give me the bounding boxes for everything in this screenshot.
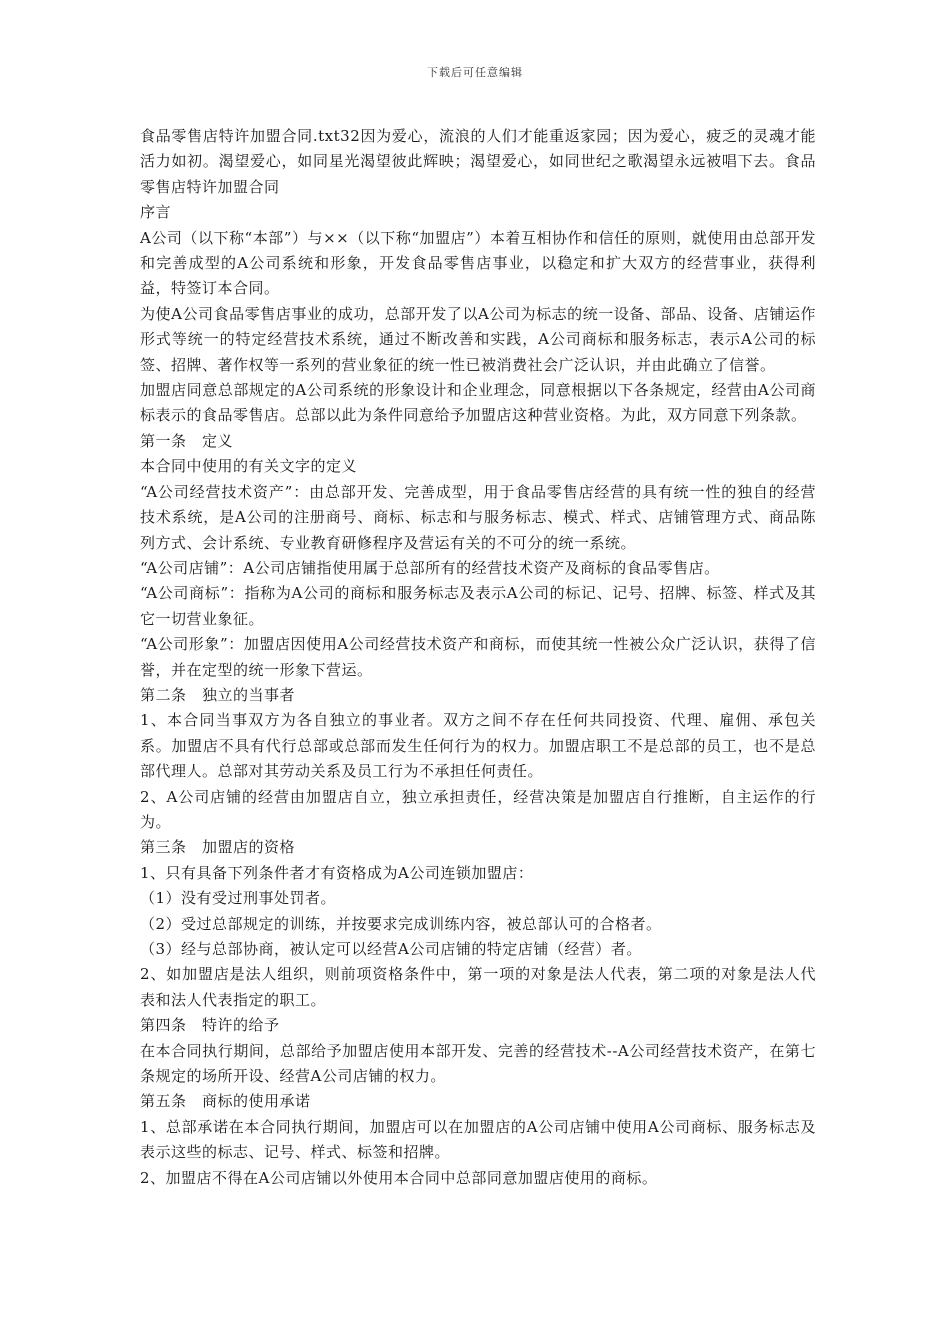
preface-paragraph-3: 加盟店同意总部规定的A公司系统的形象设计和企业理念，同意根据以下各条规定，经营由A公司商标表示的食品零售店。总部以此为条件同意给予加盟店这种营业资格。为此，双方同意下列条款。 — [140, 381, 816, 425]
preface-paragraph-1: A公司（以下称“本部”）与××（以下称“加盟店”）本着互相协作和信任的原则，就使用由总部开发和完善成型的A公司系统和形象，开发食品零售店事业，以稳定和扩大双方的经营事业，获得利益，特签订本合同。 — [140, 228, 816, 298]
article-3-item-1: （1）没有受过刑事处罚者。 — [140, 889, 337, 908]
document-body — [140, 124, 816, 1191]
article-3-clause-1: 1、只有具备下列条件者才有资格成为A公司连锁加盟店： — [140, 863, 534, 882]
article-3-item-2: （2）受过总部规定的训练，并按要求完成训练内容，被总部认可的合格者。 — [140, 914, 662, 933]
article-3-heading: 第三条 加盟店的资格 — [140, 838, 296, 857]
page-header: 下载后可任意编辑 — [427, 66, 523, 79]
preface-paragraph-2: 为使A公司食品零售店事业的成功，总部开发了以A公司为标志的统一设备、部品、设备、店铺运作形式等统一的特定经营技术系统，通过不断改善和实践，A公司商标和服务标志，表示A公司的标签、招牌、著作权等一系列的营业象征的统一性已被消费社会广泛认识，并由此确立了信誉。 — [140, 304, 816, 374]
definition-technical-assets: “A公司经营技术资产”：由总部开发、完善成型，用于食品零售店经营的具有统一性的独自的经营技术系统，是A公司的注册商号、商标、标志和与服务标志、模式、样式、店铺管理方式、商品陈列方式、会计系统、专业教育研修程序及营运有关的不可分的统一系统。 — [140, 482, 816, 552]
article-5-heading: 第五条 商标的使用承诺 — [140, 1092, 311, 1111]
article-2-heading: 第二条 独立的当事者 — [140, 685, 296, 704]
preface-heading: 序言 — [140, 203, 172, 222]
article-4-body: 在本合同执行期间，总部给予加盟店使用本部开发、完善的经营技术--A公司经营技术资产，在第七条规定的场所开设、经营A公司店铺的权力。 — [140, 1041, 816, 1086]
intro-paragraph: 食品零售店特许加盟合同.txt32因为爱心，流浪的人们才能重返家园；因为爱心，疲乏的灵魂才能活力如初。渴望爱心，如同星光渴望彼此辉映；渴望爱心，如同世纪之歌渴望永远被唱下去。食品零售店特许加盟合同 — [140, 127, 816, 196]
article-1-intro: 本合同中使用的有关文字的定义 — [140, 457, 358, 476]
article-3-item-3: （3）经与总部协商，被认定可以经营A公司店铺的特定店铺（经营）者。 — [140, 940, 642, 958]
article-3-clause-2: 2、如加盟店是法人组织，则前项资格条件中，第一项的对象是法人代表，第二项的对象是法人代表和法人代表指定的职工。 — [140, 965, 816, 1009]
article-1-heading: 第一条 定义 — [140, 431, 234, 450]
article-2-clause-1: 1、本合同当事双方为各自独立的事业者。双方之间不存在任何共同投资、代理、雇佣、承包关系。加盟店不具有代行总部或总部而发生任何行为的权力。加盟店职工不是总部的员工，也不是总部代理人。总部对其劳动关系及员工行为不承担任何责任。 — [140, 711, 816, 781]
article-5-clause-2: 2、加盟店不得在A公司店铺以外使用本合同中总部同意加盟店使用的商标。 — [140, 1168, 658, 1187]
definition-trademark: “A公司商标”：指称为A公司的商标和服务标志及表示A公司的标记、记号、招牌、标签、样式及其它一切营业象征。 — [140, 584, 816, 628]
article-4-heading: 第四条 特许的给予 — [140, 1016, 280, 1035]
article-5-clause-1: 1、总部承诺在本合同执行期间，加盟店可以在加盟店的A公司店铺中使用A公司商标、服务标志及表示这些的标志、记号、样式、标签和招牌。 — [140, 1117, 816, 1162]
definition-image: “A公司形象”：加盟店因使用A公司经营技术资产和商标，而使其统一性被公众广泛认识，获得了信誉，并在定型的统一形象下营运。 — [140, 635, 816, 679]
article-2-clause-2: 2、A公司店铺的经营由加盟店自立，独立承担责任，经营决策是加盟店自行推断，自主运作的行为。 — [140, 787, 816, 831]
definition-store: “A公司店铺”：A公司店铺指使用属于总部所有的经营技术资产及商标的食品零售店。 — [140, 558, 720, 577]
